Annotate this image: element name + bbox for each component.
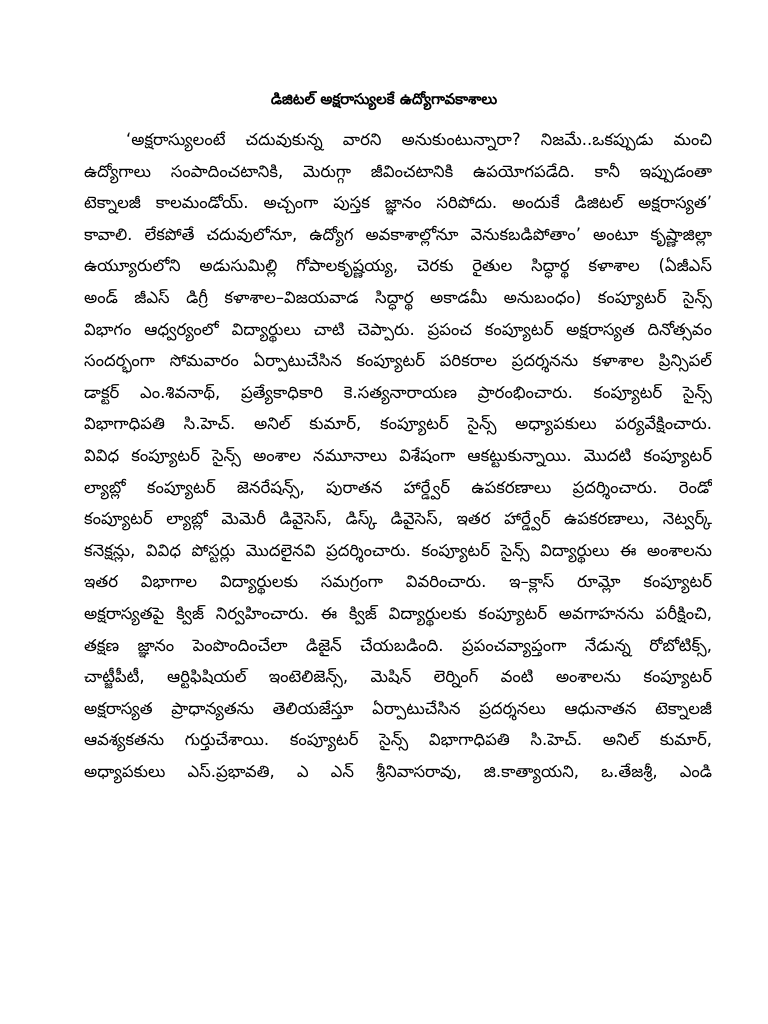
body-line: విభాగాధిపతి సి.హెచ్. అనిల్ కుమార్, కంప్యూటర్ సైన్స్ అధ్యాపకులు పర్యవేక్షించారు. xyxy=(84,414,712,434)
article-body xyxy=(84,124,712,787)
body-line: కనెక్షన్లు, వివిధ పోస్టర్లు మొదలైనవి ప్రదర్శించారు. కంప్యూటర్ సైన్స్ విద్యార్థులు ఈ అంశాలను xyxy=(84,540,712,560)
body-line: అక్షరాస్యతపై క్విజ్ నిర్వహించారు. ఈ క్విజ్ విద్యార్థులకు కంప్యూటర్ అవగాహనను పరీక్షించి, xyxy=(84,603,712,623)
body-line: కంప్యూటర్ ల్యాబ్లో మెమెరీ డివైసెస్, డిస్క్ డివైసెస్, ఇతర హార్డ్వేర్ ఉపకరణాలు, నెట్వర్క్ xyxy=(84,509,712,529)
body-line: విభాగం ఆధ్వర్యంలో విద్యార్థులు చాటి చెప్పారు. ప్రపంచ కంప్యూటర్ అక్షరాస్యత దినోత్సవం xyxy=(84,319,712,339)
body-line: సందర్భంగా సోమవారం ఏర్పాటుచేసిన కంప్యూటర్ పరికరాల ప్రదర్శనను కళాశాల ప్రిన్సిపల్ xyxy=(84,351,712,371)
article-title: డిజిటల్ అక్షరాస్యులకే ఉద్యోగావకాశాలు xyxy=(270,90,498,108)
body-line: ఉయ్యూరులోని అడుసుమిల్లి గోపాలకృష్ణయ్య, చెరకు రైతుల సిద్ధార్థ కళాశాల (ఏజీఎస్ xyxy=(84,256,712,276)
body-line: అధ్యాపకులు ఎస్.ప్రభావతి, ఎ ఎన్ శ్రీనివాసరావు, జి.కాత్యాయని, ఒ.తేజశ్రీ, ఎండి xyxy=(84,761,712,781)
body-line: చాట్జీపీటీ, ఆర్టిఫిషియల్ ఇంటెలిజెన్స్, మెషిన్ లెర్నింగ్ వంటి అంశాలను కంప్యూటర్ xyxy=(84,667,712,687)
body-line: ల్యాబ్లో కంప్యూటర్ జెనరేషన్స్, పురాతన హార్డ్వేర్ ఉపకరణాలు ప్రదర్శించారు. రెండో xyxy=(84,477,712,497)
body-line: డాక్టర్ ఎం.శివనాథ్, ప్రత్యేకాధికారి కె.సత్యనారాయణ ప్రారంభించారు. కంప్యూటర్ సైన్స్ xyxy=(84,382,712,402)
body-line: ‘అక్షరాస్యులంటే చదువుకున్న వారని అనుకుంటున్నారా? నిజమే..ఒకప్పుడు మంచి xyxy=(126,130,712,149)
body-line: కావాలి. లేకపోతే చదువులోనూ, ఉద్యోగ అవకాశాల్లోనూ వెనుకబడిపోతాం’ అంటూ కృష్ణాజిల్లా xyxy=(84,224,712,244)
body-line: ఆవశ్యకతను గుర్తుచేశాయి. కంప్యూటర్ సైన్స్ విభాగాధిపతి సి.హెచ్. అనిల్ కుమార్, xyxy=(84,730,712,750)
body-line: అండ్ జీఎస్ డిగ్రీ కళాశాల–విజయవాడ సిద్ధార్థ అకాడమీ అనుబంధం) కంప్యూటర్ సైన్స్ xyxy=(84,287,712,307)
body-line: అక్షరాస్యత ప్రాధాన్యతను తెలియజేస్తూ ఏర్పాటుచేసిన ప్రదర్శనలు ఆధునాతన టెక్నాలజీ xyxy=(84,698,712,718)
body-line: ఉద్యోగాలు సంపాదించటానికి, మెరుగ్గా జీవించటానికి ఉపయోగపడేది. కానీ ఇప్పుడంతా xyxy=(84,161,712,181)
body-line: వివిధ కంప్యూటర్ సైన్స్ అంశాల నమూనాలు విశేషంగా ఆకట్టుకున్నాయి. మొదటి కంప్యూటర్ xyxy=(84,445,712,465)
body-line: ఇతర విభాగాల విద్యార్థులకు సమగ్రంగా వివరించారు. ఇ–క్లాస్ రూమ్లో కంప్యూటర్ xyxy=(84,572,712,592)
body-line: తక్షణ జ్ఞానం పెంపొందించేలా డిజైన్ చేయబడింది. ప్రపంచవ్యాప్తంగా నేడున్న రోబోటిక్స్, xyxy=(84,635,712,655)
body-line: టెక్నాలజీ కాలమండోయ్. అచ్చంగా పుస్తక జ్ఞానం సరిపోదు. అందుకే డిజిటల్ అక్షరాస్యత’ xyxy=(84,193,712,213)
